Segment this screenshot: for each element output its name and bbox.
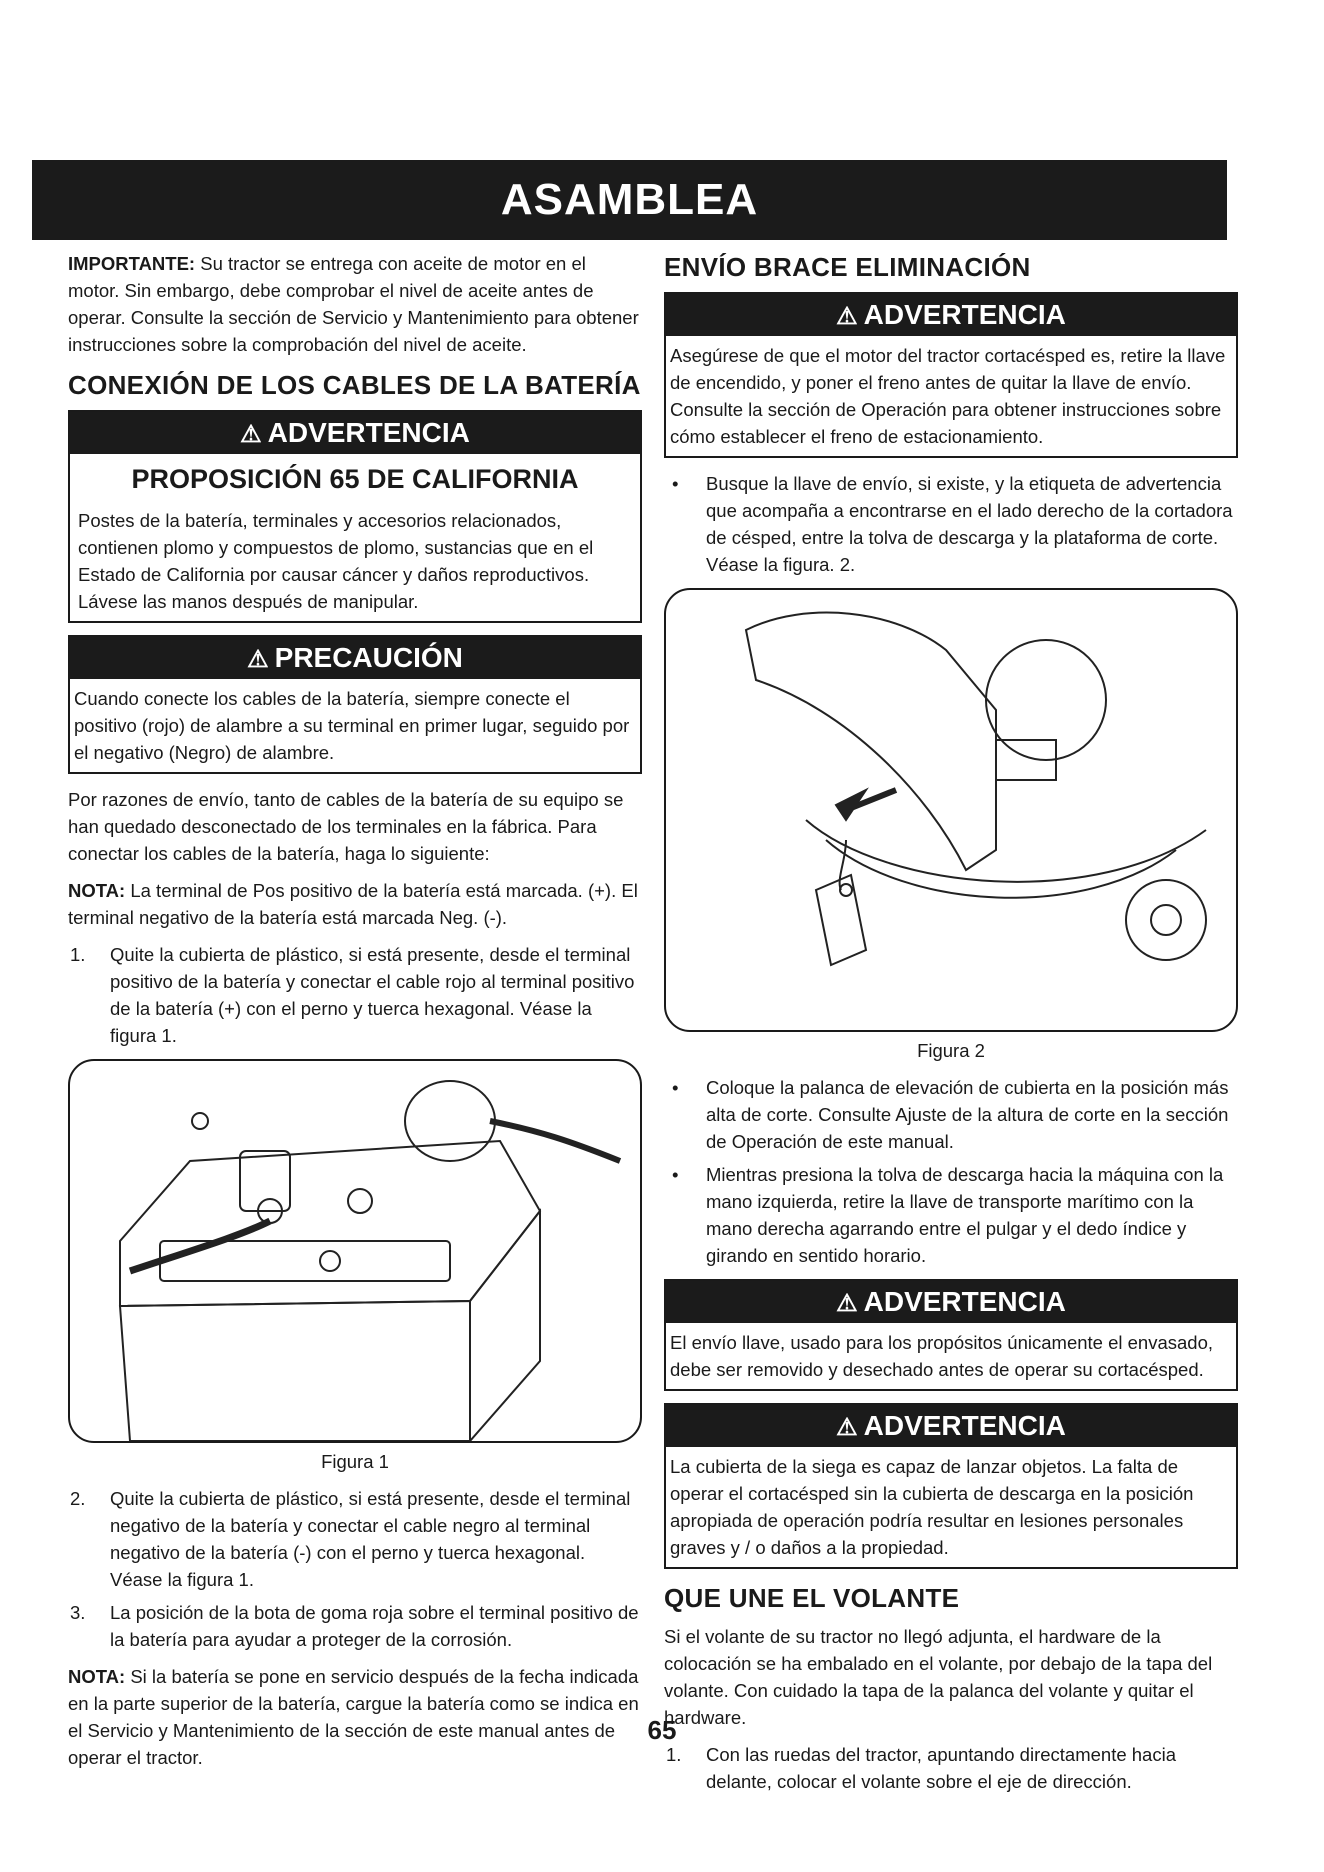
figure-2-caption: Figura 2	[917, 1040, 985, 1061]
figure-1-caption: Figura 1	[321, 1451, 389, 1472]
nota-text: Si la batería se pone en servicio después de la fecha indicada en la parte superior de la batería, cargue la batería como se indica en el Servicio y Mantenimiento de la sección de este manual antes de operar el tractor.	[68, 1666, 639, 1768]
warning-header	[666, 294, 1236, 336]
step-number: 3.	[70, 1602, 86, 1623]
nota-lead: NOTA:	[68, 1666, 126, 1687]
deck-warning-text: La cubierta de la siega es capaz de lanzar objetos. La falta de operar el cortacésped sin la cubierta de descarga en la posición apropiada de operación podría resultar en lesiones personales graves y / o daños a la propiedad.	[670, 1456, 1194, 1558]
steps-list-a	[68, 941, 642, 1049]
warning-triangle-icon: ⚠	[836, 1414, 858, 1441]
figure-1-battery	[68, 1059, 642, 1443]
step-text: La posición de la bota de goma roja sobre el terminal positivo de la batería para ayudar a proteger de la corrosión.	[110, 1602, 639, 1650]
deck-warning-box	[664, 1403, 1238, 1569]
steps-list-c	[664, 1741, 1238, 1795]
bullet-text: Coloque la palanca de elevación de cubierta en la posición más alta de corte. Consulte Ajuste de la altura de corte en la sección de Operación de este manual.	[706, 1077, 1229, 1152]
bullet-icon: •	[672, 1077, 679, 1098]
right-column	[664, 250, 1238, 1805]
caution-header	[70, 637, 640, 679]
important-note	[68, 250, 642, 358]
list-item	[68, 1485, 642, 1593]
warning-header-label: ADVERTENCIA	[267, 417, 470, 448]
list-item	[664, 1741, 1238, 1795]
bullet-text: Busque la llave de envío, si existe, y la etiqueta de advertencia que acompaña a encontrarse en el lado derecho de la cortadora de césped, entre la tolva de descarga y la plataforma de corte. Véase la figura. 2.	[706, 473, 1233, 575]
warning-triangle-icon: ⚠	[240, 421, 262, 448]
figure-2-mower	[664, 588, 1238, 1032]
prop65-warning-box	[68, 410, 642, 623]
list-item	[68, 941, 642, 1049]
nota-terminal	[68, 877, 642, 931]
list-item	[68, 1599, 642, 1653]
warning-header	[666, 1281, 1236, 1323]
mower-illustration	[666, 590, 1236, 1030]
page-number: 65	[647, 1715, 677, 1745]
caution-header-label: PRECAUCIÓN	[274, 642, 463, 673]
list-item	[664, 1074, 1238, 1155]
step-number: 1.	[666, 1744, 682, 1765]
shipping-brace-heading: ENVÍO BRACE ELIMINACIÓN	[664, 252, 1031, 282]
nota-text: La terminal de Pos positivo de la batería está marcada. (+). El terminal negativo de la batería está marcada Neg. (-).	[68, 880, 638, 928]
warning-header-label: ADVERTENCIA	[863, 1286, 1066, 1317]
bullet-icon: •	[672, 473, 679, 494]
warning-header-label: ADVERTENCIA	[863, 299, 1066, 330]
nota-lead: NOTA:	[68, 880, 126, 901]
warning-triangle-icon: ⚠	[836, 1290, 858, 1317]
list-item	[664, 1161, 1238, 1269]
brake-warning-box	[664, 292, 1238, 458]
shipping-key-warning-text: El envío llave, usado para los propósitos únicamente el envasado, debe ser removido y desechado antes de operar su cortacésped.	[670, 1332, 1214, 1380]
bullet-text: Mientras presiona la tolva de descarga hacia la máquina con la mano izquierda, retire la llave de transporte marítimo con la mano derecha agarrando entre el pulgar y el dedo índice y girando en sentido horario.	[706, 1164, 1224, 1266]
caution-box	[68, 635, 642, 774]
warning-triangle-icon: ⚠	[247, 646, 269, 673]
warning-header	[70, 412, 640, 454]
prop65-text: Postes de la batería, terminales y accesorios relacionados, contienen plomo y compuestos de plomo, sustancias que en el Estado de California por causar cáncer y daños reproductivos. Lávese las manos después de manipular.	[78, 510, 594, 612]
bullets-b	[664, 1074, 1238, 1269]
important-lead: IMPORTANTE:	[68, 253, 196, 274]
step-text: Quite la cubierta de plástico, si está presente, desde el terminal negativo de la batería y conectar el cable negro al terminal negativo de la batería (-) con el perno y tuerca hexagonal. Véase la figura 1.	[110, 1488, 631, 1590]
steering-wheel-heading: QUE UNE EL VOLANTE	[664, 1583, 960, 1613]
step-text: Con las ruedas del tractor, apuntando directamente hacia delante, colocar el volante sobre el eje de dirección.	[706, 1744, 1176, 1792]
steering-paragraph: Si el volante de su tractor no llegó adjunta, el hardware de la colocación se ha embalado en el volante, por debajo de la tapa del volante. Con cuidado la tapa de la palanca del volante y quitar el hardware.	[664, 1626, 1213, 1728]
bullets-a	[664, 470, 1238, 578]
steps-list-b	[68, 1485, 642, 1653]
left-column	[68, 250, 642, 1781]
step-number: 1.	[70, 944, 86, 965]
caution-text: Cuando conecte los cables de la batería, siempre conecte el positivo (rojo) de alambre a su terminal en primer lugar, seguido por el negativo (Negro) de alambre.	[74, 688, 630, 763]
warning-triangle-icon: ⚠	[836, 303, 858, 330]
shipping-paragraph: Por razones de envío, tanto de cables de la batería de su equipo se han quedado desconectado de los terminales en la fábrica. Para conectar los cables de la batería, haga lo siguiente:	[68, 789, 624, 864]
battery-heading: CONEXIÓN DE LOS CABLES DE LA BATERÍA	[68, 370, 641, 400]
step-text: Quite la cubierta de plástico, si está presente, desde el terminal positivo de la batería y conectar el cable rojo al terminal positivo de la batería (+) con el perno y tuerca hexagonal. Véase la figura 1.	[110, 944, 635, 1046]
bullet-icon: •	[672, 1164, 679, 1185]
list-item	[664, 470, 1238, 578]
section-banner: ASAMBLEA	[32, 160, 1227, 240]
battery-illustration	[70, 1061, 640, 1441]
warning-header-label: ADVERTENCIA	[863, 1410, 1066, 1441]
important-text: Su tractor se entrega con aceite de motor en el motor. Sin embargo, debe comprobar el nivel de aceite antes de operar. Consulte la sección de Servicio y Mantenimiento para obtener instrucciones sobre la comprobación del nivel de aceite.	[68, 253, 639, 355]
brake-warning-text: Asegúrese de que el motor del tractor cortacésped es, retire la llave de encendido, y poner el freno antes de quitar la llave de envío. Consulte la sección de Operación para obtener instrucciones sobre cómo establecer el freno de estacionamiento.	[670, 345, 1226, 447]
warning-header	[666, 1405, 1236, 1447]
prop65-subtitle: PROPOSICIÓN 65 DE CALIFORNIA	[131, 464, 579, 494]
shipping-key-warning-box	[664, 1279, 1238, 1391]
step-number: 2.	[70, 1488, 86, 1509]
